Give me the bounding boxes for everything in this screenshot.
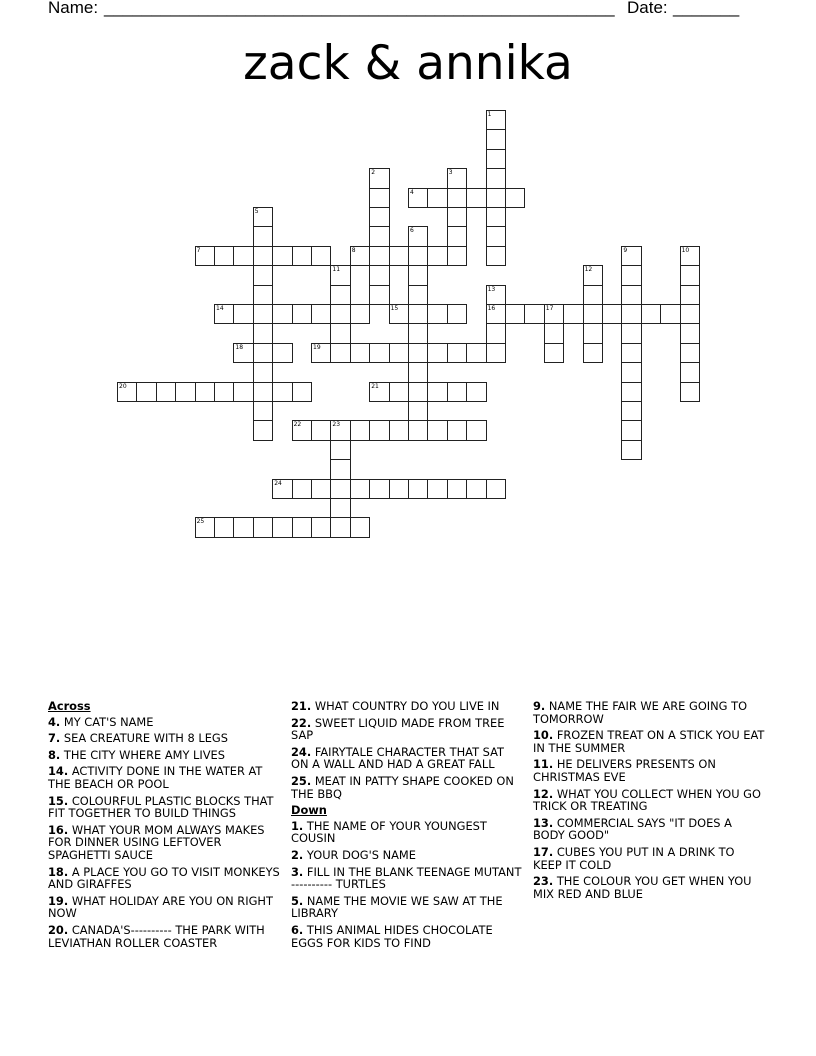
grid-cell[interactable] <box>272 382 292 402</box>
grid-cell[interactable] <box>214 304 234 324</box>
clue-down-9: 9. NAME THE FAIR WE ARE GOING TO TOMORROW <box>533 699 748 726</box>
grid-cell[interactable] <box>292 304 312 324</box>
grid-cell[interactable] <box>253 382 273 402</box>
grid-cell[interactable] <box>486 207 506 227</box>
grid-cell[interactable] <box>427 343 447 363</box>
grid-cell[interactable] <box>408 343 428 363</box>
grid-cell[interactable] <box>408 382 428 402</box>
grid-cell[interactable] <box>253 246 273 266</box>
grid-cell[interactable] <box>253 420 273 440</box>
grid-cell[interactable] <box>389 343 409 363</box>
grid-cell[interactable] <box>369 226 389 246</box>
clues-column-1 <box>48 700 280 953</box>
grid-cell[interactable] <box>389 382 409 402</box>
grid-cell[interactable] <box>330 265 350 285</box>
grid-cell[interactable] <box>330 440 350 460</box>
grid-cell[interactable] <box>292 479 312 499</box>
clue-number: 6 <box>410 227 414 235</box>
grid-cell[interactable] <box>369 168 389 188</box>
grid-cell[interactable] <box>466 420 486 440</box>
grid-cell[interactable] <box>486 168 506 188</box>
grid-cell[interactable] <box>621 362 641 382</box>
grid-cell[interactable] <box>621 285 641 305</box>
clue-number: 24 <box>274 479 282 487</box>
grid-cell[interactable] <box>214 246 234 266</box>
grid-cell[interactable] <box>253 343 273 363</box>
grid-cell[interactable] <box>583 265 603 285</box>
clue-number: 3 <box>448 169 453 177</box>
grid-cell[interactable] <box>311 343 331 363</box>
grid-cell[interactable] <box>621 343 641 363</box>
grid-cell[interactable] <box>253 323 273 343</box>
grid-cell[interactable] <box>447 188 467 208</box>
clue-number: 11 <box>332 266 341 274</box>
grid-cell[interactable] <box>369 285 389 305</box>
down-heading: Down <box>291 803 327 818</box>
grid-cell[interactable] <box>350 517 370 537</box>
name-field[interactable]: ______________________________________________________ <box>104 0 615 17</box>
clues-column-2 <box>291 700 523 953</box>
grid-cell[interactable] <box>408 246 428 266</box>
grid-cell[interactable] <box>408 362 428 382</box>
grid-cell[interactable] <box>253 226 273 246</box>
clue-number: 22 <box>293 421 302 429</box>
grid-cell[interactable] <box>505 188 525 208</box>
clue-down-2: 2. YOUR DOG'S NAME <box>291 847 416 862</box>
grid-cell[interactable] <box>253 362 273 382</box>
grid-cell[interactable] <box>466 188 486 208</box>
clue-down-3: 3. FILL IN THE BLANK TEENAGE MUTANT ---------- TURTLES <box>291 864 522 892</box>
clue-across-22: 22. SWEET LIQUID MADE FROM TREE SAP <box>291 715 505 743</box>
grid-cell[interactable] <box>330 343 350 363</box>
grid-cell[interactable] <box>447 168 467 188</box>
grid-cell[interactable] <box>330 498 350 518</box>
clue-number: 17 <box>545 305 554 312</box>
grid-cell[interactable] <box>311 304 331 324</box>
grid-cell[interactable] <box>408 265 428 285</box>
clue-number: 8 <box>351 246 356 254</box>
grid-cell[interactable] <box>311 420 331 440</box>
grid-cell[interactable] <box>389 420 409 440</box>
grid-cell[interactable] <box>233 304 253 324</box>
grid-cell[interactable] <box>369 343 389 363</box>
grid-cell[interactable] <box>389 304 409 324</box>
clue-down-17: 17. CUBES YOU PUT IN A DRINK TO KEEP IT COLD <box>533 844 735 872</box>
grid-cell[interactable] <box>583 323 603 343</box>
clue-number: 7 <box>196 246 201 254</box>
clue-number: 18 <box>235 343 244 351</box>
grid-cell[interactable] <box>680 382 700 402</box>
grid-cell[interactable] <box>369 479 389 499</box>
grid-cell[interactable] <box>233 246 253 266</box>
grid-cell[interactable] <box>272 517 292 537</box>
clue-across-14: 14. ACTIVITY DONE IN THE WATER AT THE BEACH OR POOL <box>48 764 263 791</box>
clue-down-1: 1. THE NAME OF YOUR YOUNGEST COUSIN <box>291 818 487 846</box>
grid-cell[interactable] <box>486 285 506 305</box>
grid-cell[interactable] <box>466 343 486 363</box>
grid-cell[interactable] <box>408 226 428 246</box>
grid-cell[interactable] <box>447 207 467 227</box>
grid-cell[interactable] <box>408 479 428 499</box>
grid-cell[interactable] <box>486 226 506 246</box>
clue-number: 25 <box>196 518 205 526</box>
clue-across-25: 25. MEAT IN PATTY SHAPE COOKED ON THE BBQ <box>291 773 514 801</box>
grid-cell[interactable] <box>272 479 292 499</box>
grid-cell[interactable] <box>563 304 583 324</box>
grid-cell[interactable] <box>621 440 641 460</box>
clue-down-10: 10. FROZEN TREAT ON A STICK YOU EAT IN THE SUMMER <box>533 728 765 755</box>
grid-cell[interactable] <box>680 265 700 285</box>
grid-cell[interactable] <box>233 343 253 363</box>
grid-cell[interactable] <box>330 285 350 305</box>
grid-cell[interactable] <box>253 265 273 285</box>
clue-down-23: 23. THE COLOUR YOU GET WHEN YOU MIX RED AND BLUE <box>533 874 752 901</box>
grid-cell[interactable] <box>680 246 700 266</box>
grid-cell[interactable] <box>253 304 273 324</box>
clue-across-15: 15. COLOURFUL PLASTIC BLOCKS THAT FIT TOGETHER TO BUILD THINGS <box>48 793 274 821</box>
clue-number: 2 <box>371 169 376 177</box>
grid-cell[interactable] <box>136 382 156 402</box>
grid-cell[interactable] <box>117 382 137 402</box>
grid-cell[interactable] <box>408 401 428 421</box>
grid-cell[interactable] <box>505 304 525 324</box>
grid-cell[interactable] <box>447 420 467 440</box>
grid-cell[interactable] <box>641 304 661 324</box>
grid-cell[interactable] <box>330 479 350 499</box>
clue-number: 20 <box>119 382 127 390</box>
grid-cell[interactable] <box>660 304 680 324</box>
grid-cell[interactable] <box>621 246 641 266</box>
grid-cell[interactable] <box>486 129 506 149</box>
clue-down-13: 13. COMMERCIAL SAYS "IT DOES A BODY GOOD" <box>533 815 732 843</box>
grid-cell[interactable] <box>272 304 292 324</box>
grid-cell[interactable] <box>621 420 641 440</box>
grid-cell[interactable] <box>233 382 253 402</box>
grid-cell[interactable] <box>447 382 467 402</box>
grid-cell[interactable] <box>272 246 292 266</box>
clue-across-20: 20. CANADA'S---------- THE PARK WITH LEVIATHAN ROLLER COASTER <box>48 922 265 950</box>
grid-cell[interactable] <box>680 285 700 305</box>
clue-across-16: 16. WHAT YOUR MOM ALWAYS MAKES FOR DINNER USING LEFTOVER SPAGHETTI SAUCE <box>48 822 265 862</box>
grid-cell[interactable] <box>427 246 447 266</box>
grid-cell[interactable] <box>389 246 409 266</box>
grid-cell[interactable] <box>369 207 389 227</box>
clue-down-5: 5. NAME THE MOVIE WE SAW AT THE LIBRARY <box>291 893 503 921</box>
grid-cell[interactable] <box>369 420 389 440</box>
date-label: Date: <box>627 0 668 17</box>
grid-cell[interactable] <box>486 479 506 499</box>
grid-cell[interactable] <box>214 517 234 537</box>
clue-number: 13 <box>487 285 496 293</box>
grid-cell[interactable] <box>427 188 447 208</box>
clue-across-19: 19. WHAT HOLIDAY ARE YOU ON RIGHT NOW <box>48 893 273 921</box>
grid-cell[interactable] <box>621 382 641 402</box>
grid-cell[interactable] <box>330 517 350 537</box>
grid-cell[interactable] <box>389 479 409 499</box>
grid-cell[interactable] <box>486 323 506 343</box>
grid-cell[interactable] <box>292 517 312 537</box>
grid-cell[interactable] <box>680 362 700 382</box>
grid-cell[interactable] <box>214 382 234 402</box>
grid-cell[interactable] <box>369 246 389 266</box>
clue-down-12: 12. WHAT YOU COLLECT WHEN YOU GO TRICK OR TREATING <box>533 786 761 814</box>
grid-cell[interactable] <box>156 382 176 402</box>
grid-cell[interactable] <box>292 420 312 440</box>
clue-across-8: 8. THE CITY WHERE AMY LIVES <box>48 747 225 762</box>
grid-cell[interactable] <box>350 343 370 363</box>
grid-cell[interactable] <box>350 479 370 499</box>
grid-cell[interactable] <box>292 382 312 402</box>
clue-across-21: 21. WHAT COUNTRY DO YOU LIVE IN <box>291 699 500 713</box>
clue-number: 19 <box>313 343 321 351</box>
grid-cell[interactable] <box>680 304 700 324</box>
grid-cell[interactable] <box>544 343 564 363</box>
grid-cell[interactable] <box>253 207 273 227</box>
grid-cell[interactable] <box>330 459 350 479</box>
across-heading: Across <box>48 699 91 713</box>
grid-cell[interactable] <box>427 479 447 499</box>
grid-cell[interactable] <box>583 285 603 305</box>
grid-cell[interactable] <box>486 304 506 324</box>
grid-cell[interactable] <box>195 246 215 266</box>
clue-down-11: 11. HE DELIVERS PRESENTS ON CHRISTMAS EVE <box>533 757 716 784</box>
grid-cell[interactable] <box>272 343 292 363</box>
grid-cell[interactable] <box>253 517 273 537</box>
grid-cell[interactable] <box>408 304 428 324</box>
grid-cell[interactable] <box>369 382 389 402</box>
clue-number: 5 <box>254 208 259 215</box>
grid-cell[interactable] <box>311 517 331 537</box>
clue-number: 15 <box>390 305 399 312</box>
clue-across-24: 24. FAIRYTALE CHARACTER THAT SAT ON A WALL AND HAD A GREAT FALL <box>291 744 504 772</box>
clue-number: 21 <box>371 382 379 390</box>
clues-column-3 <box>533 700 765 904</box>
date-field[interactable]: _______ <box>673 0 740 17</box>
grid-cell[interactable] <box>621 323 641 343</box>
grid-cell[interactable] <box>233 517 253 537</box>
grid-cell[interactable] <box>447 226 467 246</box>
clue-across-18: 18. A PLACE YOU GO TO VISIT MONKEYS AND GIRAFFES <box>48 864 280 892</box>
grid-cell[interactable] <box>408 323 428 343</box>
clue-number: 14 <box>216 305 224 312</box>
clue-number: 9 <box>623 246 628 254</box>
clue-number: 16 <box>487 305 496 312</box>
grid-cell[interactable] <box>330 420 350 440</box>
grid-cell[interactable] <box>369 265 389 285</box>
grid-cell[interactable] <box>544 323 564 343</box>
grid-cell[interactable] <box>602 304 622 324</box>
grid-cell[interactable] <box>292 246 312 266</box>
grid-cell[interactable] <box>195 517 215 537</box>
grid-cell[interactable] <box>524 304 544 324</box>
clue-number: 10 <box>681 246 690 254</box>
grid-cell[interactable] <box>350 420 370 440</box>
grid-cell[interactable] <box>427 304 447 324</box>
grid-cell[interactable] <box>447 246 467 266</box>
grid-cell[interactable] <box>486 246 506 266</box>
grid-cell[interactable] <box>408 420 428 440</box>
grid-cell[interactable] <box>621 304 641 324</box>
clue-across-4: 4. MY CAT'S NAME <box>48 714 154 729</box>
grid-cell[interactable] <box>680 343 700 363</box>
grid-cell[interactable] <box>583 343 603 363</box>
clue-number: 23 <box>332 421 341 429</box>
grid-cell[interactable] <box>350 304 370 324</box>
grid-cell[interactable] <box>311 479 331 499</box>
grid-cell[interactable] <box>447 479 467 499</box>
clue-number: 12 <box>584 266 593 274</box>
grid-cell[interactable] <box>486 149 506 169</box>
clue-number: 1 <box>487 111 492 118</box>
grid-cell[interactable] <box>486 343 506 363</box>
grid-cell[interactable] <box>680 323 700 343</box>
grid-cell[interactable] <box>350 246 370 266</box>
grid-cell[interactable] <box>486 110 506 130</box>
clue-down-6: 6. THIS ANIMAL HIDES CHOCOLATE EGGS FOR KIDS TO FIND <box>291 922 493 950</box>
grid-cell[interactable] <box>447 304 467 324</box>
grid-cell[interactable] <box>175 382 195 402</box>
grid-cell[interactable] <box>330 323 350 343</box>
grid-cell[interactable] <box>621 265 641 285</box>
grid-cell[interactable] <box>466 479 486 499</box>
clue-across-7: 7. SEA CREATURE WITH 8 LEGS <box>48 731 228 746</box>
grid-cell[interactable] <box>427 420 447 440</box>
grid-cell[interactable] <box>486 188 506 208</box>
grid-cell[interactable] <box>408 285 428 305</box>
grid-cell[interactable] <box>427 382 447 402</box>
grid-cell[interactable] <box>330 304 350 324</box>
grid-cell[interactable] <box>195 382 215 402</box>
name-label: Name: <box>48 0 99 17</box>
grid-cell[interactable] <box>253 401 273 421</box>
grid-cell[interactable] <box>621 401 641 421</box>
grid-cell[interactable] <box>583 304 603 324</box>
grid-cell[interactable] <box>408 188 428 208</box>
puzzle-title: zack & annika <box>243 36 573 91</box>
grid-cell[interactable] <box>466 382 486 402</box>
grid-cell[interactable] <box>369 188 389 208</box>
grid-cell[interactable] <box>544 304 564 324</box>
grid-cell[interactable] <box>253 285 273 305</box>
grid-cell[interactable] <box>311 246 331 266</box>
grid-cell[interactable] <box>447 343 467 363</box>
clue-number: 4 <box>410 188 414 196</box>
